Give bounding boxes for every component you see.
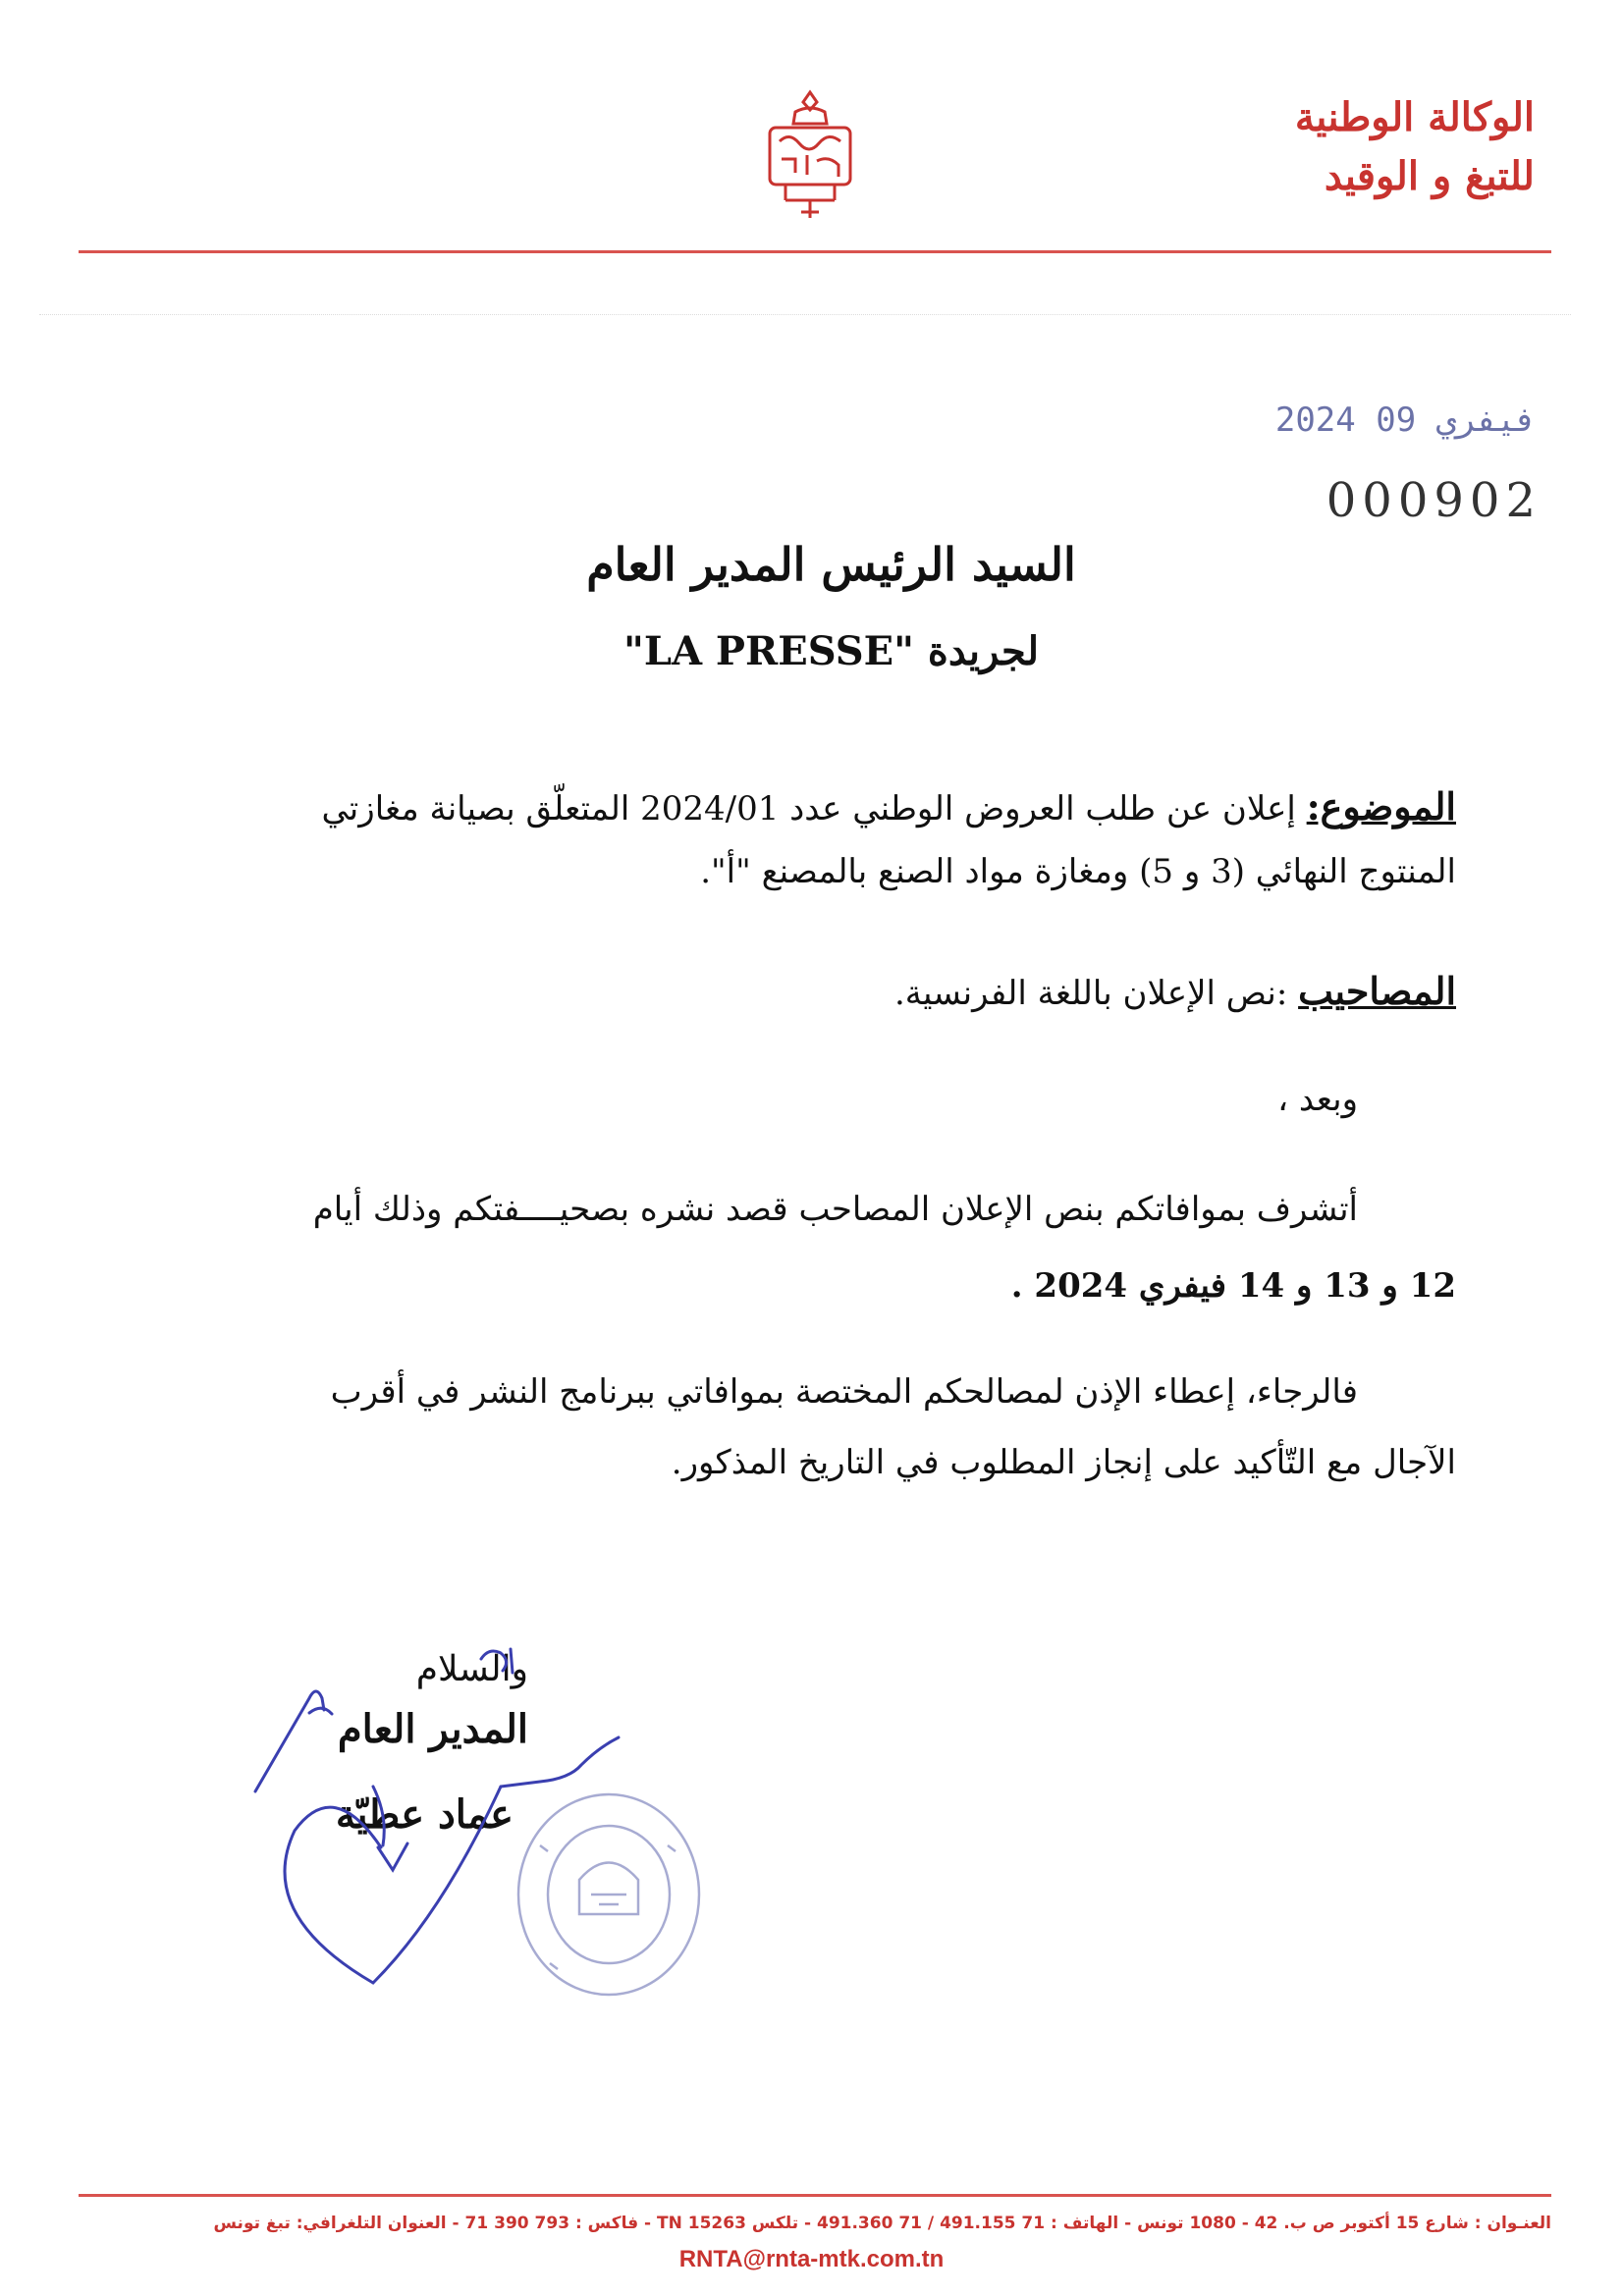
signatory-name: عماد عطيّة xyxy=(335,1791,514,1838)
org-name-line2: للتبغ و الوقيد xyxy=(1324,153,1535,199)
greeting: وبعد ، xyxy=(1277,1080,1358,1119)
agency-logo-icon xyxy=(756,86,864,224)
body-p2-line1: فالرجاء، إعطاء الإذن لمصالحكم المختصة بموافاتي ببرنامج النشر في أقرب xyxy=(330,1372,1358,1412)
body-p1-line1: أتشرف بموافاتكم بنص الإعلان المصاحب قصد نشره بصحيــــفتكم وذلك أيام xyxy=(312,1190,1358,1229)
recipient-line2: لجريدة "LA PRESSE" xyxy=(622,628,1040,674)
closing: والسلام xyxy=(415,1649,528,1689)
subject-text-line1: إعلان عن طلب العروض الوطني عدد 2024/01 المتعلّق بصيانة مغازتي xyxy=(321,789,1307,828)
footer-email: RNTA@rnta-mtk.com.tn xyxy=(678,2246,945,2272)
reference-number: 000902 xyxy=(1325,473,1542,528)
recipient-line1: السيد الرئيس المدير العام xyxy=(586,538,1076,591)
handwritten-signature-icon xyxy=(216,1590,766,2061)
body-p1-line2: 12 و 13 و 14 فيفري 2024 . xyxy=(1010,1266,1456,1306)
signatory-title: المدير العام xyxy=(337,1706,528,1752)
date-stamp: 2024 فيفري 09 xyxy=(1274,400,1537,440)
header-rule xyxy=(79,250,1551,253)
scan-artifact-line xyxy=(39,314,1571,315)
subject-label: الموضوع: xyxy=(1306,784,1456,828)
attachment-text: :نص الإعلان باللغة الفرنسية. xyxy=(893,974,1299,1013)
attachment-label: المصاحيب xyxy=(1298,969,1456,1013)
footer-rule xyxy=(79,2194,1551,2197)
body-p2-line2: الآجال مع التّأكيد على إنجاز المطلوب في التاريخ المذكور. xyxy=(671,1443,1456,1482)
attachment-block xyxy=(121,960,1456,1025)
footer-address: العنـوان : شارع 15 أكتوبر ص ب. 42 - 1080 تونس - الهاتف : 71 491.155 / 71 491.360 - تلكس 15263 TN - فاكس : 793 390 71 - العنوان التلغرافي: تبغ تونس xyxy=(213,2214,1551,2233)
org-name-line1: الوكالة الوطنية xyxy=(1294,94,1535,140)
subject-text-line2: المنتوج النهائي (3 و 5) ومغازة مواد الصنع بالمصنع "أ". xyxy=(700,852,1456,891)
organization-name xyxy=(1122,88,1535,206)
subject-block xyxy=(121,775,1456,903)
